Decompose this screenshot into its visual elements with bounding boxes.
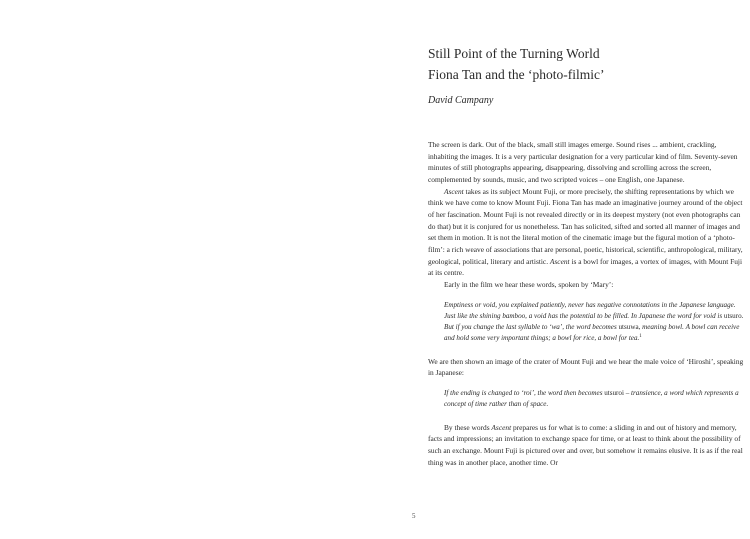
- footnote-marker: 1: [639, 334, 642, 340]
- essay-title: [428, 43, 728, 85]
- paragraph-5: [428, 422, 746, 469]
- film-title: Ascent: [444, 186, 464, 196]
- paragraph-5-text-b: prepares us for what is to come: a sliding in and out of history and memory, facts and impressions; an invitation to exchange space for time, or at least to think about the possibility of such an exchange. Mount Fuji is pictured over and over, but somehow it remains elusive. It is as if the real thing was in another place, another time. Or: [428, 422, 743, 467]
- block-quote-1: [428, 300, 746, 345]
- paragraph-2-text-b: is a bowl for images, a vortex of images, with Mount Fuji at its centre.: [428, 256, 743, 278]
- quote-2-text-a: If the ending is changed to ‘roi’, the word then becomes: [444, 389, 605, 398]
- paragraph-3: Early in the film we hear these words, spoken by ‘Mary’:: [444, 279, 614, 289]
- paragraph-2-text-a: takes as its subject Mount Fuji, or more precisely, the shifting representations by which we think we have come to know Mount Fuji. Fiona Tan has made an imaginative journey around of the object of her fascination. Mount Fuji is not revealed directly or in its deepest mystery (not even photographs can do that) but it is conjured for us nonetheless. Tan has solicited, sifted and sorted all manner of images and set them in motion. It is not the literal motion of the cinematic image but the figural motion of a ‘photo-film’: a rich weave of associations that are personal, poetic, historical, scientific, anthropological, military, geological, political, literary and artistic.: [428, 186, 743, 266]
- quote-2-word-utsuroi: utsuroi: [604, 389, 624, 398]
- film-title: Ascent: [549, 256, 570, 266]
- block-quote-2: [428, 388, 746, 411]
- title-line-1: Still Point of the Turning World: [428, 46, 600, 61]
- title-line-2: Fiona Tan and the ‘photo-filmic’: [428, 67, 605, 82]
- quote-1-text-a: Emptiness or void, you explained patiently, never has negative connotations in the Japanese language. Just like the shining bamboo, a void has the potential to be filled. In Japanese the word for void is: [444, 300, 736, 320]
- paragraph-4: We are then shown an image of the crater of Mount Fuji and we hear the male voice of ‘Hiroshi’, speaking in Japanese:: [428, 356, 744, 378]
- paragraph-5-text-a: By these words: [444, 422, 492, 432]
- paragraph-2: [428, 186, 746, 279]
- quote-1-word-utsuwa: utsuwa: [618, 323, 639, 332]
- quote-2-text-b: – transience, a word which represents a concept of time rather than of space.: [444, 389, 739, 409]
- quote-1-text-b: . But if you change the last syllable to ‘wa’, the word becomes: [444, 311, 744, 332]
- quote-1-word-utsuro: utsuro: [723, 311, 742, 320]
- quote-1-text-c: , meaning bowl. A bowl can receive and hold some very important things; a bowl for rice, a bowl for tea.: [444, 323, 740, 343]
- page-number: 5: [412, 512, 416, 520]
- author-name: David Campany: [428, 95, 494, 106]
- film-title: Ascent: [491, 422, 512, 432]
- essay-body: [428, 139, 746, 468]
- paragraph-1: The screen is dark. Out of the black, small still images emerge. Sound rises ... ambient, crackling, inhabiting the images. It is a very particular designation for a very particular kind of film. Seventy-seven minutes of still photographs appearing, disappearing, dissolving and scrolling across the screen, complemented by sounds, music, and two scripted voices – one English, one Japanese.: [428, 140, 738, 184]
